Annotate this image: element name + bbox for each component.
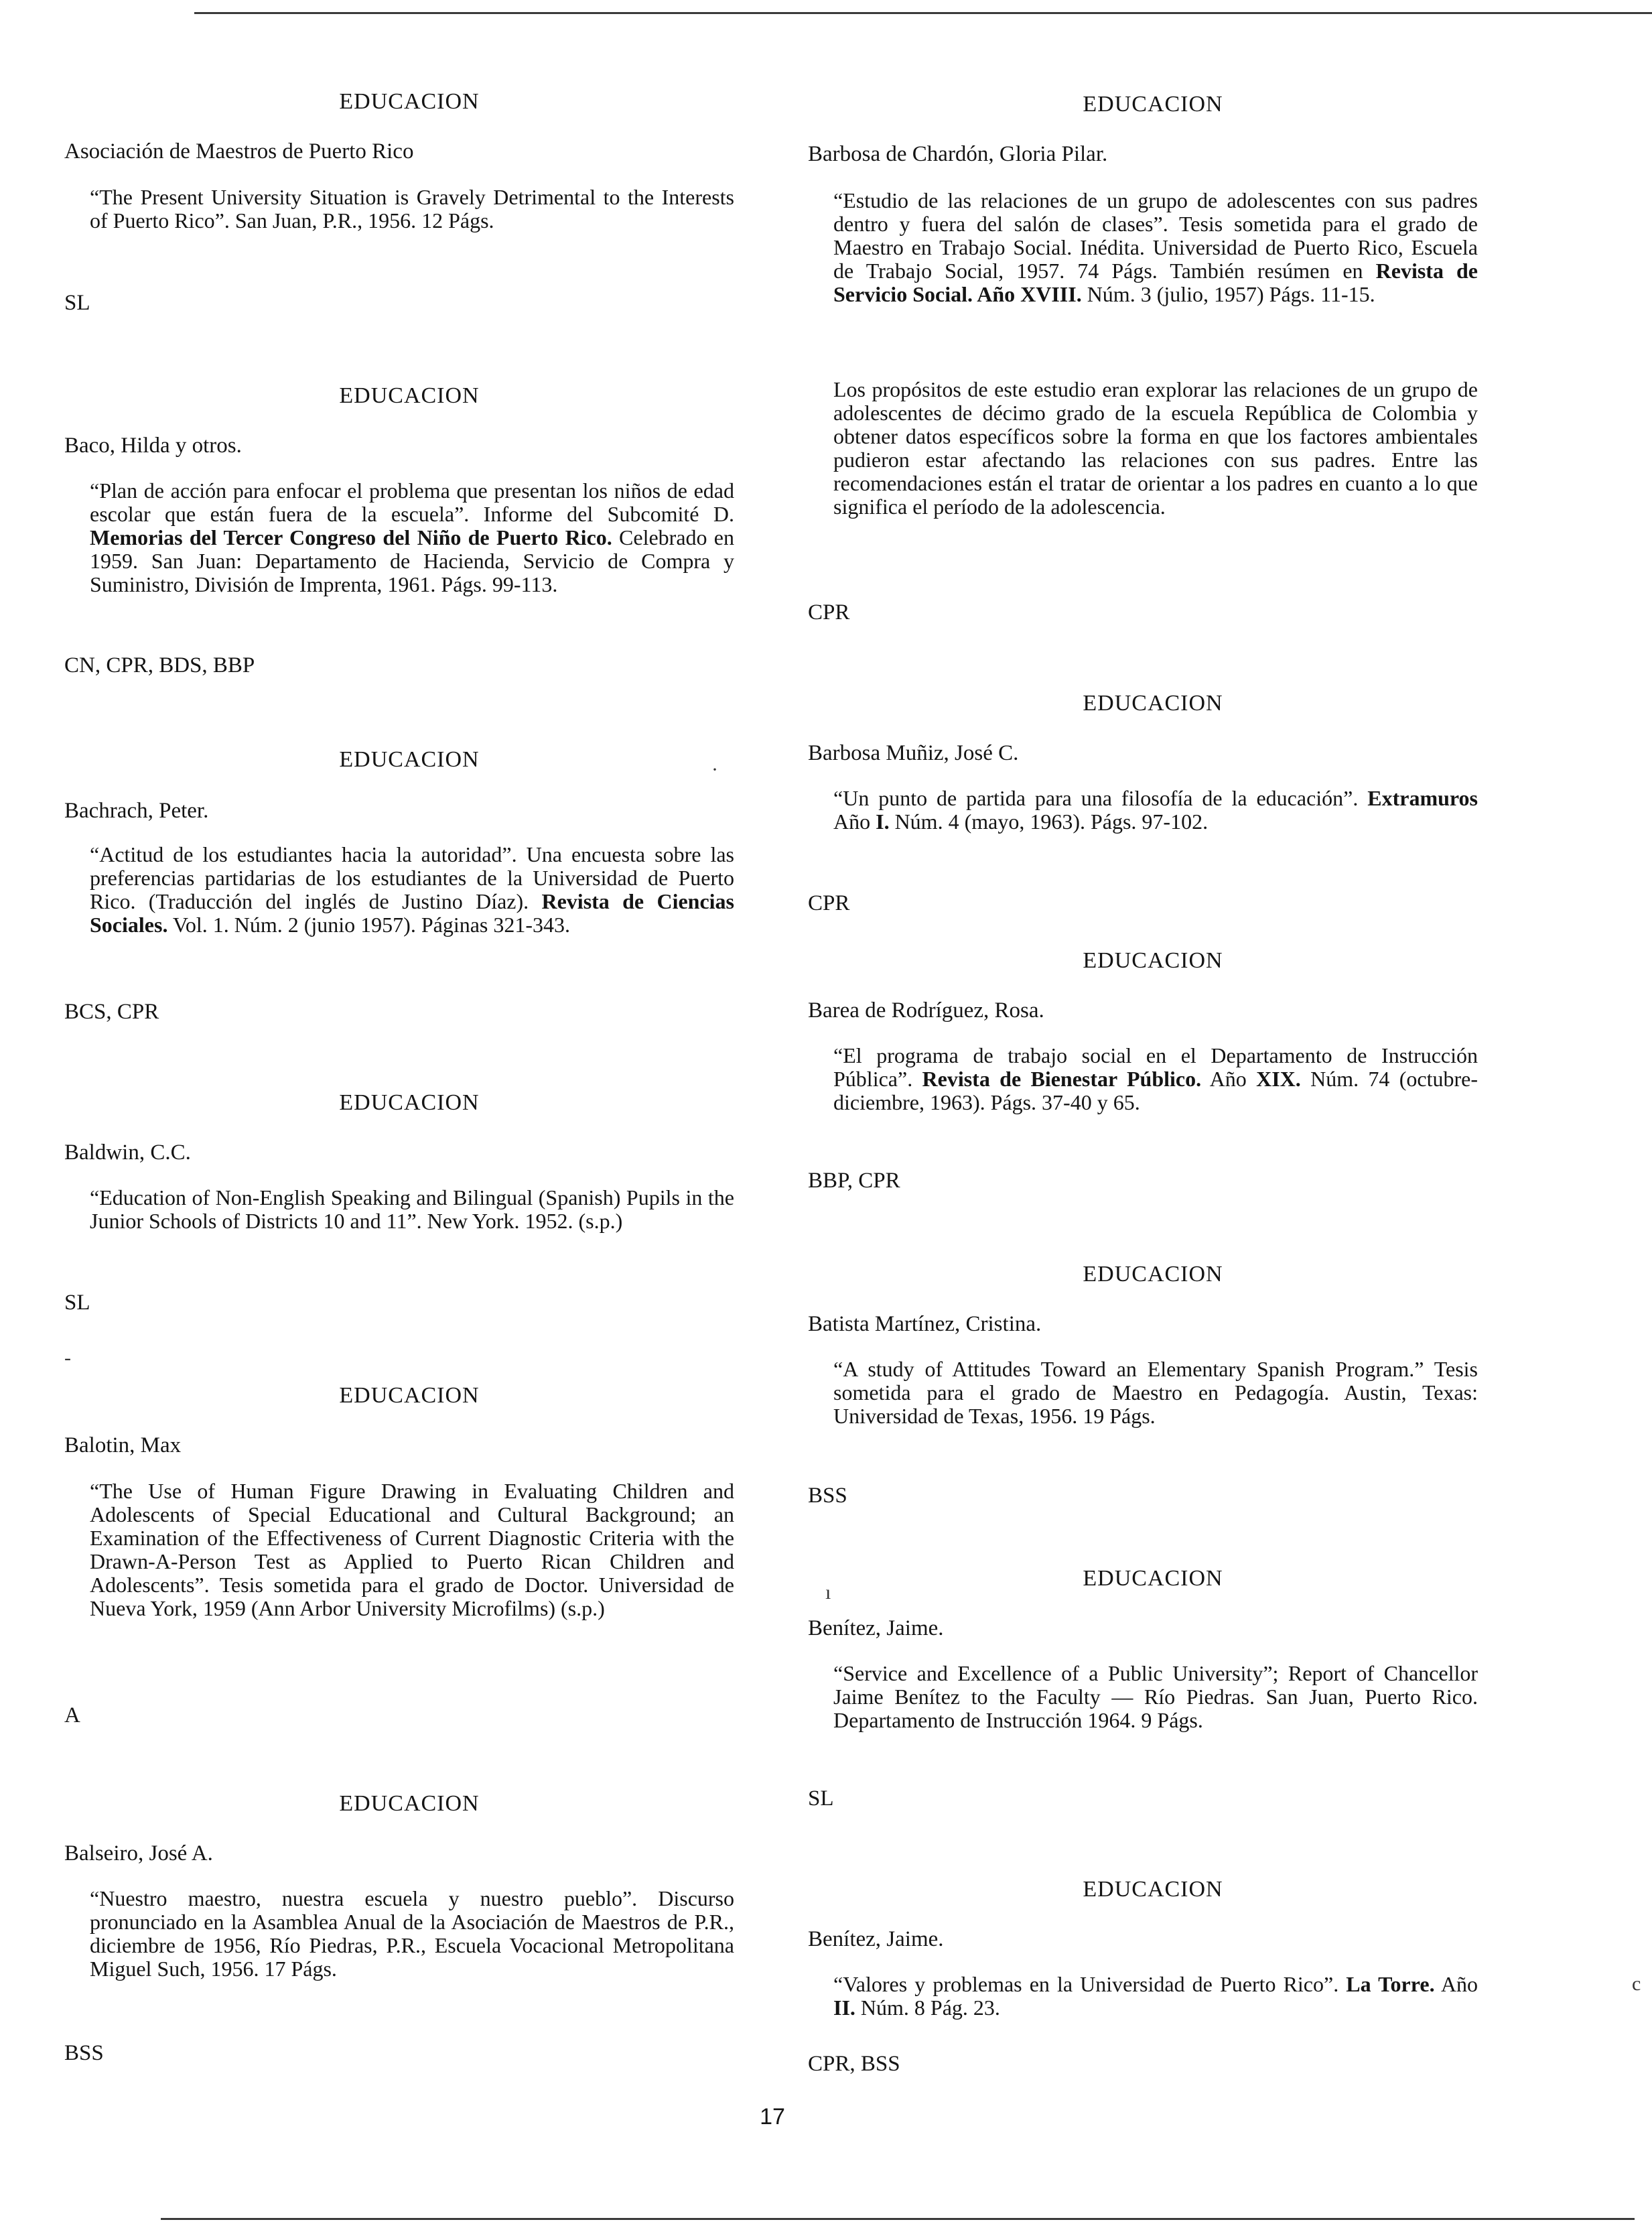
bottom-rule bbox=[161, 2218, 1635, 2220]
entry-citation: “Valores y problemas en la Universidad de Puerto Rico”. La Torre. Año II. Núm. 8 Pág. 23. bbox=[833, 1972, 1478, 2020]
entry-citation: “Nuestro maestro, nuestra escuela y nuestro pueblo”. Discurso pronunciado en la Asamblea Anual de la Asociación de Maestros de P.R., diciembre de 1956, Río Piedras, P.R., Escuela Vocacional Metropolitana Miguel Such, 1956. 17 Págs. bbox=[90, 1886, 734, 1981]
entry-citation: “El programa de trabajo social en el Departamento de Instrucción Pública”. Revista de Bienestar Público. Año XIX. Núm. 74 (octubre-diciembre, 1963). Págs. 37-40 y 65. bbox=[833, 1043, 1478, 1114]
entry-author: Asociación de Maestros de Puerto Rico bbox=[64, 139, 414, 163]
entry-author: Benítez, Jaime. bbox=[808, 1616, 944, 1640]
page-number: 17 bbox=[760, 2104, 785, 2129]
entry-citation: “Un punto de partida para una filosofía de la educación”. Extramuros Año I. Núm. 4 (mayo, 1963). Págs. 97-102. bbox=[833, 786, 1478, 834]
entry-citation: “Education of Non-English Speaking and Bilingual (Spanish) Pupils in the Junior Schools of Districts 10 and 11”. New York. 1952. (s.p.) bbox=[90, 1185, 734, 1233]
entry-holdings: SL bbox=[808, 1786, 834, 1811]
scan-speck: · bbox=[711, 759, 718, 781]
entry-author: Bachrach, Peter. bbox=[64, 799, 209, 823]
scan-speck: ı bbox=[825, 1581, 831, 1603]
category-heading: EDUCACION bbox=[1083, 691, 1223, 716]
scan-speck: - bbox=[64, 1347, 71, 1369]
category-heading: EDUCACION bbox=[1083, 948, 1223, 973]
entry-abstract: Los propósitos de este estudio eran explorar las relaciones de un grupo de adolescentes de décimo grado de la escuela República de Colombia y obtener datos específicos sobre la forma en que los factores ambientales pudieron estar afectando las relaciones con sus padres. Entre las recomendaciones están el tratar de orientar a los padres en cuanto a lo que significa el período de la adolescencia. bbox=[833, 377, 1478, 519]
entry-author: Barbosa Muñiz, José C. bbox=[808, 741, 1019, 765]
entry-author: Batista Martínez, Cristina. bbox=[808, 1312, 1042, 1336]
entry-holdings: CPR, BSS bbox=[808, 2052, 900, 2076]
category-heading: EDUCACION bbox=[1083, 1877, 1223, 1902]
entry-citation: “A study of Attitudes Toward an Elementary Spanish Program.” Tesis sometida para el grado de Maestro en Pedagogía. Austin, Texas: Universidad de Texas, 1956. 19 Págs. bbox=[833, 1357, 1478, 1428]
entry-author: Balotin, Max bbox=[64, 1433, 182, 1457]
entry-holdings: BSS bbox=[64, 2041, 104, 2065]
entry-citation: “The Use of Human Figure Drawing in Evaluating Children and Adolescents of Special Educational and Cultural Background; an Examination of the Effectiveness of Current Diagnostic Criteria with the Drawn-A-Person Test as Applied to Puerto Rican Children and Adolescents”. Tesis sometida para el grado de Doctor. Universidad de Nueva York, 1959 (Ann Arbor University Microfilms) (s.p.) bbox=[90, 1479, 734, 1620]
entry-author: Barea de Rodríguez, Rosa. bbox=[808, 998, 1044, 1023]
entry-citation: “Plan de acción para enfocar el problema que presentan los niños de edad escolar que están fuera de la escuela”. Informe del Subcomité D. Memorias del Tercer Congreso del Niño de Puerto Rico. Celebrado en 1959. San Juan: Departamento de Hacienda, Servicio de Compra y Suministro, División de Imprenta, 1961. Págs. 99-113. bbox=[90, 478, 735, 596]
entry-holdings: A bbox=[64, 1703, 80, 1727]
category-heading: EDUCACION bbox=[339, 1383, 480, 1408]
category-heading: EDUCACION bbox=[339, 89, 480, 114]
category-heading: EDUCACION bbox=[1083, 1566, 1223, 1591]
entry-holdings: SL bbox=[64, 1291, 90, 1315]
entry-holdings: CPR bbox=[808, 891, 850, 915]
category-heading: EDUCACION bbox=[339, 1090, 480, 1115]
category-heading: EDUCACION bbox=[1083, 92, 1223, 117]
entry-holdings: BSS bbox=[808, 1484, 847, 1508]
top-rule bbox=[194, 12, 1652, 14]
entry-holdings: CN, CPR, BDS, BBP bbox=[64, 653, 255, 677]
entry-author: Balseiro, José A. bbox=[64, 1841, 213, 1865]
entry-holdings: BCS, CPR bbox=[64, 1000, 159, 1024]
entry-citation: “The Present University Situation is Gravely Detrimental to the Interests of Puerto Rico”. San Juan, P.R., 1956. 12 Págs. bbox=[90, 185, 734, 233]
scan-speck: c bbox=[1632, 1973, 1641, 1995]
category-heading: EDUCACION bbox=[1083, 1262, 1223, 1287]
entry-citation: “Service and Excellence of a Public University”; Report of Chancellor Jaime Benítez to the Faculty — Río Piedras. San Juan, Puerto Rico. Departamento de Instrucción 1964. 9 Págs. bbox=[833, 1661, 1478, 1732]
entry-holdings: CPR bbox=[808, 600, 850, 625]
category-heading: EDUCACION bbox=[339, 747, 480, 772]
entry-author: Benítez, Jaime. bbox=[808, 1927, 944, 1951]
entry-holdings: SL bbox=[64, 291, 90, 315]
entry-author: Barbosa de Chardón, Gloria Pilar. bbox=[808, 142, 1108, 166]
category-heading: EDUCACION bbox=[339, 1791, 480, 1816]
entry-author: Baldwin, C.C. bbox=[64, 1140, 191, 1165]
entry-author: Baco, Hilda y otros. bbox=[64, 434, 242, 458]
entry-citation: “Estudio de las relaciones de un grupo de adolescentes con sus padres dentro y fuera del salón de clases”. Tesis sometida para el grado de Maestro en Trabajo Social. Inédita. Universidad de Puerto Rico, Escuela de Trabajo Social, 1957. 74 Págs. También resúmen en Revista de Servicio Social. Año XVIII. Núm. 3 (julio, 1957) Págs. 11-15. bbox=[833, 188, 1478, 306]
entry-citation: “Actitud de los estudiantes hacia la autoridad”. Una encuesta sobre las preferencias partidarias de los estudiantes de la Universidad de Puerto Rico. (Traducción del inglés de Justino Díaz). Revista de Ciencias Sociales. Vol. 1. Núm. 2 (junio 1957). Páginas 321-343. bbox=[90, 842, 735, 937]
entry-holdings: BBP, CPR bbox=[808, 1169, 900, 1193]
category-heading: EDUCACION bbox=[339, 383, 480, 408]
